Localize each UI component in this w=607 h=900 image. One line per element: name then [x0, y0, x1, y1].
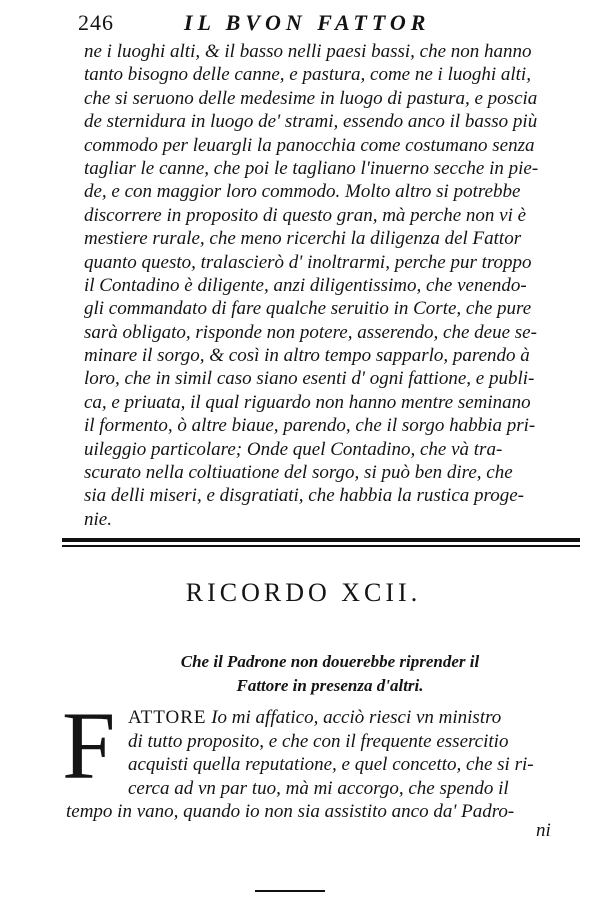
- text-line: quanto questo, tralascierò d' inoltrarmi, perche pur troppo: [84, 251, 532, 273]
- running-title: IL BVON FATTOR: [184, 10, 431, 35]
- text-line: nie.: [84, 508, 112, 530]
- catchword: ni: [536, 820, 551, 841]
- running-head: [78, 10, 498, 40]
- text-line: uileggio particolare; Onde quel Contadino, che và tra-: [84, 438, 503, 460]
- lead-word: ATTORE: [128, 707, 207, 728]
- text-line: de, e con maggior loro commodo. Molto altro si potrebbe: [84, 181, 521, 203]
- page-bottom-rule: [255, 890, 325, 892]
- subtitle-line: Fattore in presenza d'altri.: [236, 676, 424, 695]
- section-paragraph: [66, 706, 586, 824]
- text-line: tempo in vano, quando io non sia assistito anco da' Padro-: [66, 801, 515, 823]
- text-line: che si seruono delle medesime in luogo di pastura, e poscia: [84, 87, 538, 109]
- text-line: scurato nella coltiuatione del sorgo, si può ben dire, che: [84, 462, 513, 484]
- section-divider: [62, 538, 580, 542]
- text-line: sarà obligato, risponde non potere, asserendo, che deue se-: [84, 321, 537, 343]
- section-heading: RICORDO XCII.: [185, 578, 422, 607]
- text-line: [66, 706, 586, 730]
- section-subtitle: [100, 650, 560, 698]
- page-number: 246: [78, 10, 114, 35]
- text-line: ca, e priuata, il qual riguardo non hanno mentre seminano: [84, 391, 531, 413]
- text-line: commodo per leuargli la panocchia come costumano senza: [84, 134, 535, 156]
- section-divider-thin: [62, 545, 580, 547]
- subtitle-line: Che il Padrone non douerebbe riprender il: [180, 652, 480, 671]
- text-line: ne i luoghi alti, & il basso nelli paesi bassi, che non hanno: [84, 41, 532, 62]
- text-line: sia delli miseri, e disgratiati, che habbia la rustica proge-: [84, 485, 524, 507]
- text-line: tagliar le canne, che poi le tagliano l'inuerno secche in pie-: [84, 157, 539, 179]
- text-line: tanto bisogno delle canne, e pastura, come ne i luoghi alti,: [84, 64, 531, 86]
- text-line: de sternidura in luogo de' strami, essendo anco il basso più: [84, 111, 538, 133]
- text-line: il formento, ò altre biaue, parendo, che il sorgo habbia pri-: [84, 415, 536, 437]
- text-line: il Contadino è diligente, anzi diligentissimo, che venendo-: [84, 274, 527, 296]
- text-line: minare il sorgo, & così in altro tempo sapparlo, parendo à: [84, 345, 530, 367]
- text-line: loro, che in simil caso siano esenti d' ogni fattione, e publi-: [84, 368, 535, 390]
- text-line: mestiere rurale, che meno ricerchi la diligenza del Fattor: [84, 228, 522, 250]
- text-line: discorrere in proposito di questo gran, mà perche non vi è: [84, 204, 527, 226]
- text-line: di tutto proposito, e che con il frequente essercitio: [128, 730, 509, 752]
- text-line: acquisti quella reputatione, e quel concetto, che si ri-: [128, 754, 534, 776]
- text-run: Io mi affatico, acciò riesci vn ministro: [211, 707, 502, 728]
- body-text: [84, 40, 584, 531]
- text-line: gli commandato di fare qualche seruitio in Corte, che pure: [84, 298, 532, 320]
- drop-cap: F: [62, 692, 116, 799]
- text-line: cerca ad vn par tuo, mà mi accorgo, che spendo il: [128, 777, 509, 799]
